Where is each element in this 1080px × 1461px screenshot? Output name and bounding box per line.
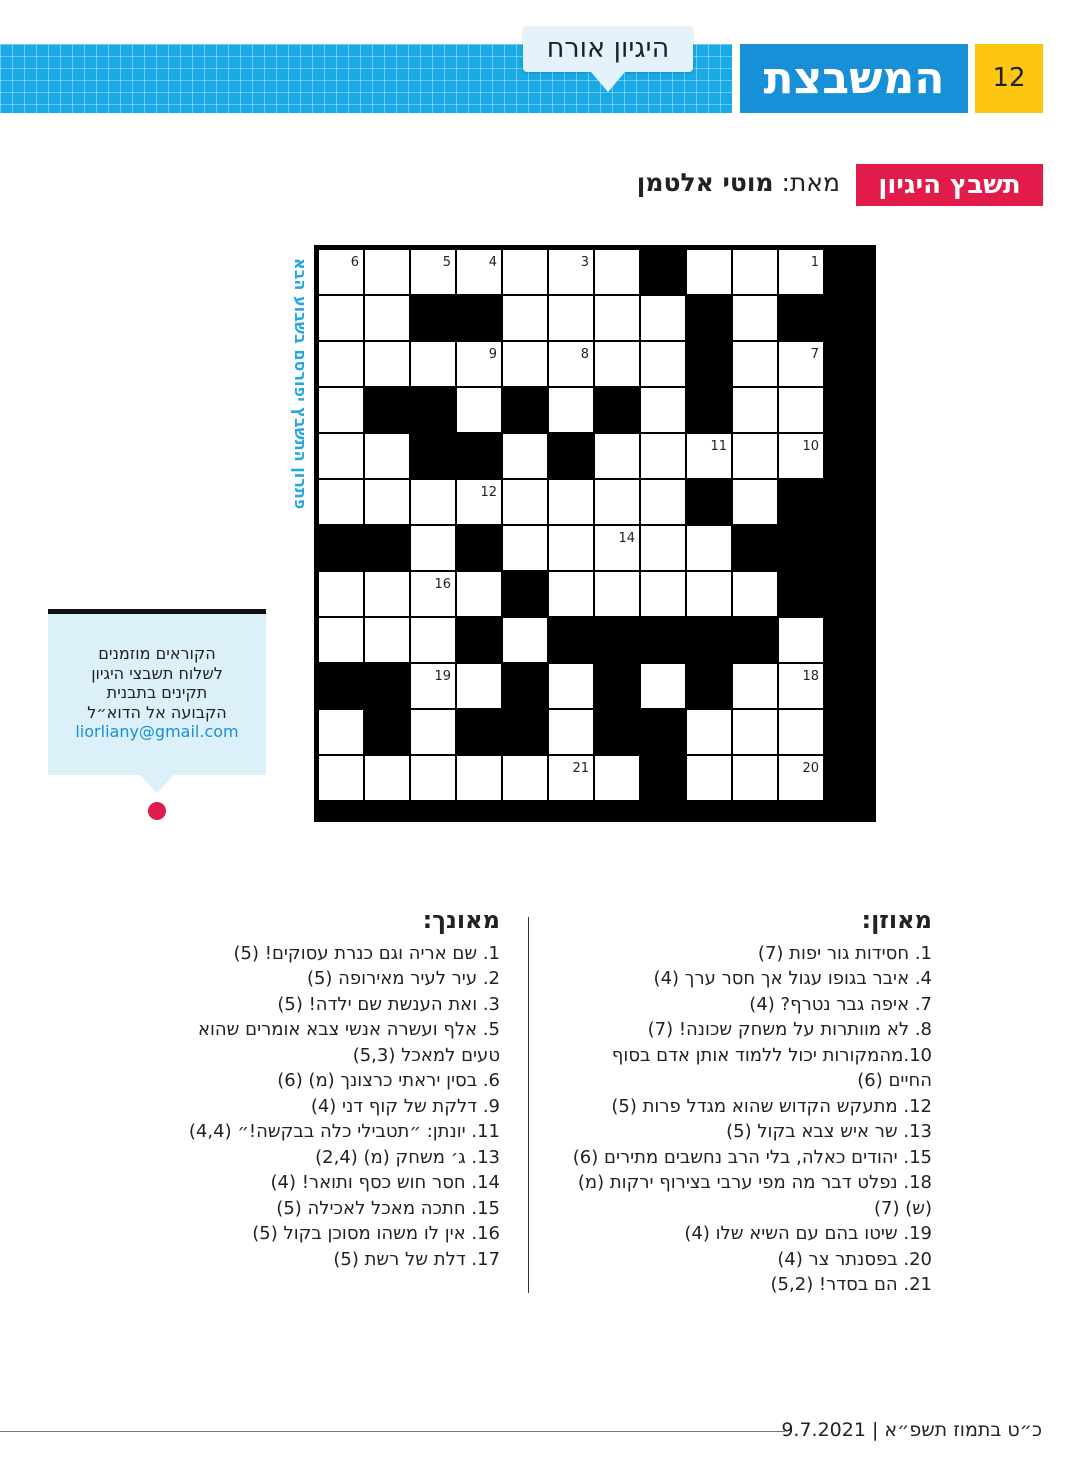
grid-cell[interactable] [687, 526, 731, 570]
grid-cell[interactable] [549, 388, 593, 432]
grid-cell[interactable] [733, 756, 777, 800]
grid-block [779, 296, 823, 340]
clue-line: 16. אין לו משהו מסוכן בקול (5) [252, 1223, 500, 1244]
clue-line: 3. ואת הענשת שם ילדה! (5) [277, 993, 500, 1015]
guest-tag: היגיון אורח [523, 26, 693, 72]
grid-cell[interactable] [549, 296, 593, 340]
grid-block [365, 526, 409, 570]
clue-line: 15. חתכה מאכל לאכילה (5) [276, 1197, 500, 1219]
grid-cell[interactable] [411, 618, 455, 662]
grid-cell[interactable] [319, 710, 363, 754]
grid-cell[interactable] [365, 250, 409, 294]
clue-line: טעים למאכל (5,3) [352, 1044, 500, 1066]
grid-block [779, 526, 823, 570]
grid-cell-number: 18 [802, 669, 819, 684]
grid-cell[interactable] [457, 388, 501, 432]
grid-cell[interactable] [733, 296, 777, 340]
grid-cell[interactable] [641, 388, 685, 432]
grid-cell[interactable] [457, 480, 501, 524]
grid-block [457, 296, 501, 340]
grid-cell-number: 20 [802, 761, 819, 776]
grid-block [411, 388, 455, 432]
clue-line: 1. חסידות גור יפות (7) [757, 942, 932, 964]
invite-line: לשלוח תשבצי היגיון [91, 663, 223, 683]
grid-cell[interactable] [411, 710, 455, 754]
grid-cell[interactable] [733, 664, 777, 708]
grid-cell[interactable] [687, 434, 731, 478]
footer-date: כ״ט בתמוז תשפ״א | 9.7.2021 [781, 1419, 1042, 1441]
grid-cell[interactable] [457, 756, 501, 800]
grid-cell[interactable] [365, 618, 409, 662]
clue-line: (ש) (7) [873, 1197, 932, 1219]
down-clues [170, 908, 500, 1272]
grid-cell[interactable] [595, 296, 639, 340]
grid-block [503, 388, 547, 432]
grid-cell[interactable] [411, 572, 455, 616]
grid-block [365, 388, 409, 432]
grid-block [365, 664, 409, 708]
grid-block [595, 664, 639, 708]
red-dot [148, 802, 166, 820]
grid-block [687, 388, 731, 432]
grid-block [733, 526, 777, 570]
grid-cell[interactable] [779, 756, 823, 800]
grid-cell-number: 14 [618, 531, 635, 546]
grid-cell[interactable] [779, 710, 823, 754]
grid-cell[interactable] [411, 756, 455, 800]
grid-cell[interactable] [595, 756, 639, 800]
grid-cell[interactable] [549, 342, 593, 386]
grid-cell[interactable] [319, 618, 363, 662]
clue-line: 18. נפלט דבר מה מפי ערבי בצירוף ירקות (מ) [577, 1172, 932, 1193]
clue-line: 21. הם בסדר! (5,2) [770, 1274, 932, 1295]
clue-line: 13. ג׳ משחק (מ) (2,4) [315, 1146, 500, 1168]
grid-cell[interactable] [319, 250, 363, 294]
grid-cell[interactable] [503, 526, 547, 570]
author-name: מוטי אלטמן [636, 168, 774, 197]
grid-cell[interactable] [779, 388, 823, 432]
grid-cell[interactable] [503, 250, 547, 294]
byline-prefix: מאת: [781, 168, 840, 197]
clue-line: 4. איבר בגופו עגול אך חסר ערך (4) [653, 968, 932, 989]
clue-line: 9. דלקת של קוף דני (4) [310, 1095, 500, 1117]
grid-cell[interactable] [319, 572, 363, 616]
grid-cell[interactable] [733, 572, 777, 616]
grid-cell-number: 1 [810, 255, 819, 270]
grid-cell-number: 10 [802, 439, 819, 454]
clue-line: 13. שר איש צבא בקול (5) [726, 1121, 932, 1142]
clue-line: 10.מהמקורות יכול ללמוד אותן אדם בסוף [611, 1044, 932, 1066]
across-clues [560, 908, 932, 1298]
grid-cell-number: 16 [434, 577, 451, 592]
invite-line: הקוראים מוזמנים [98, 644, 216, 663]
grid-cell-number: 3 [580, 255, 589, 270]
across-heading: מאוזן: [861, 906, 932, 934]
grid-cell[interactable] [503, 618, 547, 662]
clue-line: החיים (6) [857, 1070, 932, 1091]
grid-cell[interactable] [503, 434, 547, 478]
clue-line: 14. חסר חוש כסף ותואר! (4) [270, 1172, 500, 1193]
byline [637, 168, 840, 197]
grid-block [411, 296, 455, 340]
down-heading: מאונך: [422, 906, 500, 934]
grid-block [503, 664, 547, 708]
grid-cell[interactable] [779, 434, 823, 478]
grid-cell[interactable] [365, 480, 409, 524]
grid-cell[interactable] [457, 342, 501, 386]
grid-cell[interactable] [319, 296, 363, 340]
clue-line: 2. עיר לעיר מאירופה (5) [306, 968, 500, 989]
grid-block [687, 618, 731, 662]
grid-cell[interactable] [595, 434, 639, 478]
grid-cell[interactable] [365, 296, 409, 340]
grid-block [687, 480, 731, 524]
grid-cell[interactable] [733, 250, 777, 294]
grid-block [457, 710, 501, 754]
clue-line: 20. בפסנתר צר (4) [777, 1248, 932, 1270]
grid-cell[interactable] [503, 342, 547, 386]
grid-cell[interactable] [549, 250, 593, 294]
grid-cell[interactable] [687, 572, 731, 616]
solution-note: פתרון התשבץ יפורסם בשבוע הבא [291, 258, 310, 510]
clue-line: 1. שם אריה וגם כנרת עסוקים! (5) [233, 942, 500, 964]
grid-block [319, 664, 363, 708]
section-title: המשבצת [740, 44, 968, 113]
grid-cell-number: 11 [710, 439, 727, 454]
grid-cell[interactable] [319, 434, 363, 478]
grid-cell[interactable] [779, 342, 823, 386]
grid-block [457, 618, 501, 662]
grid-cell[interactable] [687, 250, 731, 294]
grid-block [319, 526, 363, 570]
grid-block [595, 618, 639, 662]
grid-cell[interactable] [411, 480, 455, 524]
grid-cell[interactable] [319, 480, 363, 524]
grid-cell-number: 5 [442, 255, 451, 270]
grid-block [733, 618, 777, 662]
grid-cell[interactable] [779, 250, 823, 294]
grid-cell-number: 6 [350, 255, 359, 270]
clues-divider [528, 917, 529, 1293]
grid-block [641, 756, 685, 800]
grid-cell-number: 4 [488, 255, 497, 270]
grid-cell[interactable] [733, 434, 777, 478]
grid-cell[interactable] [365, 342, 409, 386]
crossword-grid [314, 245, 876, 822]
grid-block [641, 618, 685, 662]
grid-cell[interactable] [733, 710, 777, 754]
grid-block [457, 526, 501, 570]
grid-cell-number: 7 [810, 347, 819, 362]
grid-block [457, 434, 501, 478]
grid-cell[interactable] [549, 664, 593, 708]
grid-cell[interactable] [411, 526, 455, 570]
clue-line: 6. בסין יראתי כרצונך (מ) (6) [277, 1070, 500, 1091]
clue-line: 11. יונתן: ״תטבילי כלה בבקשה!״ (4,4) [188, 1121, 500, 1142]
grid-cell[interactable] [595, 342, 639, 386]
invite-box-pointer [140, 775, 174, 793]
grid-block [641, 710, 685, 754]
clue-line: 5. אלף ועשרה אנשי צבא אומרים שהוא [197, 1019, 500, 1040]
grid-cell[interactable] [687, 756, 731, 800]
grid-cell[interactable] [641, 434, 685, 478]
grid-cell[interactable] [503, 296, 547, 340]
grid-cell[interactable] [779, 664, 823, 708]
grid-block [365, 710, 409, 754]
grid-cell[interactable] [411, 664, 455, 708]
grid-block [687, 296, 731, 340]
grid-cell-number: 9 [488, 347, 497, 362]
grid-cell[interactable] [365, 756, 409, 800]
grid-block [549, 618, 593, 662]
grid-block [779, 572, 823, 616]
invite-line: הקבועה אל הדוא״ל [87, 702, 227, 722]
grid-cell[interactable] [549, 710, 593, 754]
grid-cell[interactable] [411, 250, 455, 294]
grid-cell[interactable] [733, 342, 777, 386]
grid-cell[interactable] [549, 756, 593, 800]
grid-block [779, 480, 823, 524]
grid-cell-number: 12 [480, 485, 497, 500]
grid-cell[interactable] [319, 342, 363, 386]
grid-block [595, 710, 639, 754]
grid-block [595, 388, 639, 432]
grid-cell-number: 21 [572, 761, 589, 776]
page-number: 12 [975, 44, 1043, 113]
grid-cell[interactable] [641, 664, 685, 708]
grid-cell[interactable] [779, 618, 823, 662]
grid-cell[interactable] [549, 526, 593, 570]
invite-line: תקינים בתבנית [106, 683, 208, 702]
grid-cell[interactable] [365, 434, 409, 478]
clue-line: 7. איפה גבר נטרף? (4) [749, 993, 932, 1015]
reader-invite-box [48, 609, 266, 775]
clue-line: 19. שיטו בהם עם השיא שלו (4) [684, 1223, 932, 1244]
grid-cell[interactable] [457, 250, 501, 294]
grid-block [503, 572, 547, 616]
grid-cell[interactable] [411, 342, 455, 386]
clue-line: 8. לא מוותרות על משחק שכונה! (7) [647, 1019, 932, 1040]
grid-cell[interactable] [733, 480, 777, 524]
grid-cell[interactable] [687, 710, 731, 754]
grid-cell[interactable] [641, 296, 685, 340]
grid-cell[interactable] [549, 480, 593, 524]
grid-cell[interactable] [595, 526, 639, 570]
clue-line: 15. יהודים כאלה, בלי הרב נחשבים מתירים (6) [572, 1146, 932, 1168]
grid-cell[interactable] [595, 250, 639, 294]
grid-cell[interactable] [733, 388, 777, 432]
footer-rule [0, 1431, 785, 1432]
grid-cell[interactable] [595, 572, 639, 616]
grid-block [687, 664, 731, 708]
grid-cell[interactable] [503, 480, 547, 524]
clue-line: 12. מתעקש הקדוש שהוא מגדל פרות (5) [611, 1095, 932, 1117]
clue-line: 17. דלת של רשת (5) [333, 1248, 500, 1270]
grid-cell[interactable] [457, 664, 501, 708]
grid-cell[interactable] [595, 480, 639, 524]
grid-cell[interactable] [457, 572, 501, 616]
grid-cell[interactable] [641, 572, 685, 616]
grid-cell-number: 19 [434, 669, 451, 684]
grid-block [411, 434, 455, 478]
grid-cell[interactable] [365, 572, 409, 616]
grid-cell-number: 8 [580, 347, 589, 362]
grid-block [687, 342, 731, 386]
grid-cell[interactable] [641, 480, 685, 524]
grid-cell[interactable] [641, 526, 685, 570]
invite-email-link[interactable]: liorliany@gmail.com [75, 722, 239, 741]
grid-cell[interactable] [503, 756, 547, 800]
grid-cell[interactable] [549, 572, 593, 616]
grid-cell[interactable] [641, 342, 685, 386]
puzzle-section-tag: תשבץ היגיון [856, 164, 1043, 206]
grid-cell[interactable] [319, 756, 363, 800]
grid-block [503, 710, 547, 754]
grid-block [549, 434, 593, 478]
guest-tag-pointer [591, 72, 625, 92]
grid-cell[interactable] [319, 388, 363, 432]
grid-block [641, 250, 685, 294]
